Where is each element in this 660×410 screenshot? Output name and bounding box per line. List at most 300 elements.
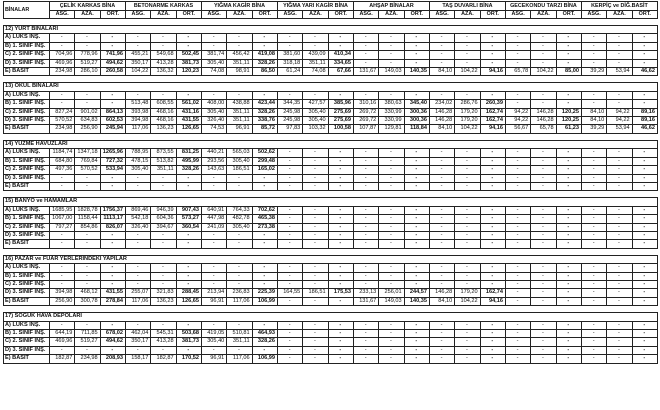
table-cell: 104,22 (531, 68, 556, 76)
table-cell: - (556, 91, 581, 99)
table-cell: - (632, 149, 657, 157)
table-cell: 438,88 (227, 100, 252, 108)
row-label: E) BASİT (4, 355, 50, 363)
section-title: 14) YÜZME HAVUZLARI (4, 140, 658, 148)
table-cell: 208,93 (100, 355, 125, 363)
table-cell: - (100, 182, 125, 190)
table-cell: - (227, 346, 252, 354)
table-cell: 360,54 (176, 223, 201, 231)
table-cell: - (379, 157, 404, 165)
table-cell: - (277, 321, 302, 329)
table-cell: - (252, 346, 277, 354)
table-cell: - (176, 280, 201, 288)
row-label: D) 3. SINIF İNŞ. (4, 346, 50, 354)
table-cell: - (50, 91, 75, 99)
table-cell: 175,53 (328, 289, 353, 297)
table-cell: 286,76 (455, 100, 480, 108)
table-cell: - (480, 149, 505, 157)
table-cell: 256,90 (75, 125, 100, 133)
table-cell: 46,62 (632, 68, 657, 76)
header-sub-asg: ASG. (581, 11, 606, 19)
table-cell: - (581, 34, 606, 42)
table-cell: 120,25 (556, 117, 581, 125)
table-cell: - (505, 338, 530, 346)
table-cell: - (556, 272, 581, 280)
table-cell: - (581, 157, 606, 165)
table-row (4, 149, 658, 157)
table-cell: - (328, 91, 353, 99)
table-cell: - (480, 182, 505, 190)
table-cell: - (303, 174, 328, 182)
table-row (4, 223, 658, 231)
table-row (4, 174, 658, 182)
table-cell: - (632, 264, 657, 272)
table-cell: 186,51 (303, 289, 328, 297)
table-cell: 165,02 (252, 166, 277, 174)
header-sub-asg: ASG. (429, 11, 454, 19)
table-cell: - (379, 174, 404, 182)
table-cell: - (556, 100, 581, 108)
table-cell: - (505, 223, 530, 231)
table-cell: 245,98 (277, 117, 302, 125)
table-cell: - (531, 289, 556, 297)
table-cell: - (429, 51, 454, 59)
table-row (4, 215, 658, 223)
table-cell: 179,20 (455, 289, 480, 297)
table-cell: - (303, 240, 328, 248)
row-label: C) 2. SINIF İNŞ. (4, 51, 50, 59)
header-group: BETONARME KARKAS (125, 2, 201, 11)
table-cell: 256,90 (50, 297, 75, 305)
table-cell: 74,08 (201, 68, 226, 76)
table-cell: - (125, 272, 150, 280)
table-cell: - (632, 157, 657, 165)
table-cell: - (201, 91, 226, 99)
table-cell: - (379, 42, 404, 50)
table-cell: - (125, 264, 150, 272)
table-cell: - (50, 280, 75, 288)
table-cell: 117,06 (227, 297, 252, 305)
table-cell: - (328, 330, 353, 338)
table-cell: - (531, 100, 556, 108)
table-cell: 549,68 (151, 51, 176, 59)
table-cell: 225,39 (252, 289, 277, 297)
table-cell: 53,94 (607, 68, 632, 76)
table-cell: 468,12 (75, 289, 100, 297)
header-sub-aza: AZA. (379, 11, 404, 19)
table-cell: - (404, 166, 429, 174)
table-cell: 305,40 (125, 166, 150, 174)
table-cell: - (607, 355, 632, 363)
table-cell: - (581, 182, 606, 190)
table-cell: - (429, 240, 454, 248)
table-cell: - (379, 321, 404, 329)
header-row-sub (4, 11, 658, 19)
table-cell: - (303, 149, 328, 157)
table-cell: - (227, 264, 252, 272)
table-cell: - (100, 321, 125, 329)
row-label: B) 1. SINIF İNŞ. (4, 330, 50, 338)
table-cell: 241,09 (201, 223, 226, 231)
table-cell: 120,25 (556, 108, 581, 116)
table-cell: - (531, 346, 556, 354)
table-cell: 634,83 (75, 117, 100, 125)
table-cell: - (379, 51, 404, 59)
table-cell: - (252, 34, 277, 42)
table-cell: - (227, 182, 252, 190)
table-cell: 328,26 (176, 166, 201, 174)
table-cell: - (328, 240, 353, 248)
table-cell: - (455, 240, 480, 248)
table-cell: - (353, 174, 378, 182)
table-cell: 381,73 (176, 59, 201, 67)
header-sub-aza: AZA. (303, 11, 328, 19)
table-cell: - (607, 264, 632, 272)
row-label: D) 3. SINIF İNŞ. (4, 174, 50, 182)
table-cell: 131,67 (353, 297, 378, 305)
table-cell: 234,98 (50, 68, 75, 76)
table-cell: 65,78 (531, 125, 556, 133)
table-cell: - (277, 355, 302, 363)
table-cell: 39,29 (581, 68, 606, 76)
table-cell: - (556, 157, 581, 165)
table-cell: - (353, 272, 378, 280)
table-row (4, 100, 658, 108)
table-cell: - (151, 240, 176, 248)
table-cell: 129,81 (379, 125, 404, 133)
row-label: B) 1. SINIF İNŞ. (4, 272, 50, 280)
table-cell: - (556, 330, 581, 338)
table-cell: - (607, 166, 632, 174)
table-cell: - (531, 240, 556, 248)
section-title-row (4, 313, 658, 321)
table-cell: 56,67 (505, 125, 530, 133)
table-row (4, 231, 658, 239)
table-cell: - (100, 100, 125, 108)
table-cell: 640,91 (201, 206, 226, 214)
table-cell: - (581, 91, 606, 99)
table-cell: 330,99 (379, 108, 404, 116)
table-cell: 864,13 (100, 108, 125, 116)
table-cell: 74,08 (303, 68, 328, 76)
table-cell: - (429, 174, 454, 182)
table-cell: - (379, 231, 404, 239)
table-cell: - (607, 272, 632, 280)
table-cell: 519,27 (75, 338, 100, 346)
table-cell: - (632, 91, 657, 99)
table-cell: 107,87 (353, 125, 378, 133)
table-cell: - (531, 157, 556, 165)
table-cell: 146,28 (531, 117, 556, 125)
table-cell: 300,36 (404, 117, 429, 125)
table-cell: 328,26 (252, 108, 277, 116)
table-cell: 380,63 (379, 100, 404, 108)
table-cell: - (303, 206, 328, 214)
table-cell: 901,02 (75, 108, 100, 116)
table-cell: - (379, 272, 404, 280)
table-cell: - (303, 321, 328, 329)
table-cell: - (176, 34, 201, 42)
table-cell: - (556, 166, 581, 174)
table-cell: - (125, 321, 150, 329)
table-cell: 146,28 (429, 117, 454, 125)
table-cell: - (531, 280, 556, 288)
table-cell: - (455, 166, 480, 174)
table-cell: - (607, 346, 632, 354)
table-cell: - (556, 346, 581, 354)
header-group: GECEKONDU TARZI BİNA (505, 2, 581, 11)
header-sub-asg: ASG. (50, 11, 75, 19)
table-cell: 255,07 (125, 289, 150, 297)
table-cell: - (429, 149, 454, 157)
table-cell: - (531, 223, 556, 231)
spacer-cell (4, 248, 658, 255)
table-cell: 1828,78 (75, 206, 100, 214)
header-group: YIĞMA YARI KAGİR BİNA (277, 2, 353, 11)
table-cell: 328,26 (252, 338, 277, 346)
table-cell: 565,03 (227, 149, 252, 157)
row-label: E) BASİT (4, 297, 50, 305)
table-cell: 146,28 (531, 108, 556, 116)
table-cell: - (429, 166, 454, 174)
table-cell: - (556, 321, 581, 329)
table-cell: - (303, 42, 328, 50)
table-cell: 140,35 (404, 297, 429, 305)
table-cell: - (505, 280, 530, 288)
table-cell: 419,08 (252, 51, 277, 59)
table-cell: - (429, 321, 454, 329)
table-row (4, 297, 658, 305)
table-cell: 136,32 (151, 68, 176, 76)
table-cell: 170,52 (176, 355, 201, 363)
table-cell: - (50, 231, 75, 239)
table-row (4, 240, 658, 248)
table-cell: - (252, 91, 277, 99)
table-cell: - (531, 355, 556, 363)
table-cell: 456,42 (227, 51, 252, 59)
table-cell: - (303, 272, 328, 280)
table-cell: - (429, 59, 454, 67)
table-cell: - (531, 166, 556, 174)
table-cell: - (531, 51, 556, 59)
section-title: 15) BANYO ve HAMAMLAR (4, 198, 658, 206)
table-cell: - (581, 223, 606, 231)
table-cell: 84,10 (429, 125, 454, 133)
table-cell: - (75, 321, 100, 329)
table-cell: - (581, 355, 606, 363)
table-cell: - (632, 100, 657, 108)
table-cell: - (100, 272, 125, 280)
table-cell: - (201, 264, 226, 272)
header-sub-ort: ORT. (328, 11, 353, 19)
table-cell: 1113,17 (100, 215, 125, 223)
table-cell: 497,36 (50, 166, 75, 174)
table-cell: 704,96 (50, 51, 75, 59)
table-cell: - (531, 231, 556, 239)
table-cell: - (531, 174, 556, 182)
header-sub-ort: ORT. (404, 11, 429, 19)
table-cell: - (201, 321, 226, 329)
table-cell: - (353, 223, 378, 231)
table-cell: - (607, 91, 632, 99)
table-cell: - (455, 338, 480, 346)
table-cell: 118,84 (404, 125, 429, 133)
table-cell: - (581, 240, 606, 248)
table-cell: - (227, 91, 252, 99)
table-cell: - (480, 240, 505, 248)
table-cell: 273,38 (252, 223, 277, 231)
table-row (4, 346, 658, 354)
table-cell: - (531, 91, 556, 99)
table-cell: - (632, 166, 657, 174)
table-cell: - (125, 42, 150, 50)
header-sub-ort: ORT. (632, 11, 657, 19)
table-cell: 503,68 (176, 330, 201, 338)
spacer-cell (4, 76, 658, 83)
table-cell: - (429, 231, 454, 239)
header-sub-asg: ASG. (201, 11, 226, 19)
table-cell: 797,27 (50, 223, 75, 231)
table-cell: - (404, 174, 429, 182)
table-cell: - (480, 166, 505, 174)
table-cell: - (75, 34, 100, 42)
table-cell: - (404, 223, 429, 231)
table-cell: - (176, 264, 201, 272)
table-cell: - (75, 174, 100, 182)
table-cell: - (379, 206, 404, 214)
table-cell: 94,16 (480, 68, 505, 76)
table-cell: - (328, 231, 353, 239)
table-cell: - (581, 346, 606, 354)
table-cell: 570,52 (50, 117, 75, 125)
table-cell: - (632, 174, 657, 182)
table-cell: - (277, 157, 302, 165)
section-spacer (4, 19, 658, 26)
table-cell: 351,11 (303, 59, 328, 67)
table-cell: - (505, 100, 530, 108)
table-cell: - (556, 34, 581, 42)
table-cell: - (607, 289, 632, 297)
table-cell: - (201, 240, 226, 248)
table-cell: - (480, 338, 505, 346)
table-cell: 104,22 (125, 68, 150, 76)
table-cell: - (480, 157, 505, 165)
table-cell: - (505, 289, 530, 297)
table-cell: - (531, 42, 556, 50)
table-cell: - (505, 59, 530, 67)
table-cell: 162,74 (480, 117, 505, 125)
table-cell: - (353, 321, 378, 329)
table-cell: - (404, 149, 429, 157)
table-cell: - (353, 157, 378, 165)
table-cell: - (227, 42, 252, 50)
table-cell: - (277, 223, 302, 231)
table-cell: - (151, 182, 176, 190)
row-label: B) 1. SINIF İNŞ. (4, 100, 50, 108)
table-cell: - (556, 280, 581, 288)
table-cell: - (480, 223, 505, 231)
spacer-cell (4, 306, 658, 313)
table-row (4, 264, 658, 272)
table-cell: 413,28 (151, 338, 176, 346)
table-cell: 104,22 (455, 68, 480, 76)
table-cell: 907,43 (176, 206, 201, 214)
table-cell: - (607, 215, 632, 223)
table-cell: - (100, 346, 125, 354)
table-cell: - (531, 264, 556, 272)
row-label: C) 2. SINIF İNŞ. (4, 166, 50, 174)
table-cell: - (303, 338, 328, 346)
table-cell: 143,63 (201, 166, 226, 174)
table-cell: - (353, 182, 378, 190)
table-cell: 469,96 (50, 338, 75, 346)
row-label: E) BASİT (4, 125, 50, 133)
table-cell: - (556, 297, 581, 305)
table-cell: - (379, 355, 404, 363)
table-cell: - (581, 264, 606, 272)
table-cell: 464,93 (252, 330, 277, 338)
table-cell: 344,35 (277, 100, 302, 108)
header-sub-ort: ORT. (100, 11, 125, 19)
table-cell: 345,40 (404, 100, 429, 108)
table-cell: 293,56 (201, 157, 226, 165)
table-cell: - (607, 321, 632, 329)
table-cell: 510,81 (227, 330, 252, 338)
table-cell: - (404, 59, 429, 67)
table-cell: - (505, 215, 530, 223)
table-cell: - (353, 240, 378, 248)
table-cell: - (125, 34, 150, 42)
table-cell: 85,00 (556, 68, 581, 76)
table-cell: - (75, 42, 100, 50)
table-cell: - (277, 42, 302, 50)
table-cell: - (480, 330, 505, 338)
table-cell: - (632, 206, 657, 214)
section-title: 16) PAZAR ve FUAR YERLERİNDEKİ YAPILAR (4, 255, 658, 263)
table-cell: - (404, 91, 429, 99)
table-cell: 465,38 (252, 215, 277, 223)
table-cell: 89,16 (632, 117, 657, 125)
header-sub-aza: AZA. (151, 11, 176, 19)
table-cell: 275,69 (328, 117, 353, 125)
table-cell: 117,06 (227, 355, 252, 363)
table-cell: 149,03 (379, 297, 404, 305)
table-cell: - (505, 240, 530, 248)
row-label: E) BASİT (4, 182, 50, 190)
table-cell: - (100, 280, 125, 288)
table-cell: - (303, 280, 328, 288)
row-label: C) 2. SINIF İNŞ. (4, 223, 50, 231)
table-cell: - (100, 174, 125, 182)
table-cell: - (632, 240, 657, 248)
table-row (4, 157, 658, 165)
table-cell: - (556, 149, 581, 157)
table-cell: - (353, 149, 378, 157)
table-cell: 462,04 (125, 330, 150, 338)
table-cell: - (581, 272, 606, 280)
table-cell: 1265,96 (100, 149, 125, 157)
table-cell: 608,55 (151, 100, 176, 108)
table-cell: 326,40 (201, 117, 226, 125)
table-row (4, 206, 658, 214)
table-cell: 97,83 (277, 125, 302, 133)
table-cell: - (581, 51, 606, 59)
table-cell: - (429, 206, 454, 214)
table-row (4, 125, 658, 133)
table-cell: 94,22 (505, 108, 530, 116)
table-cell: - (353, 338, 378, 346)
table-cell: 502,45 (176, 51, 201, 59)
